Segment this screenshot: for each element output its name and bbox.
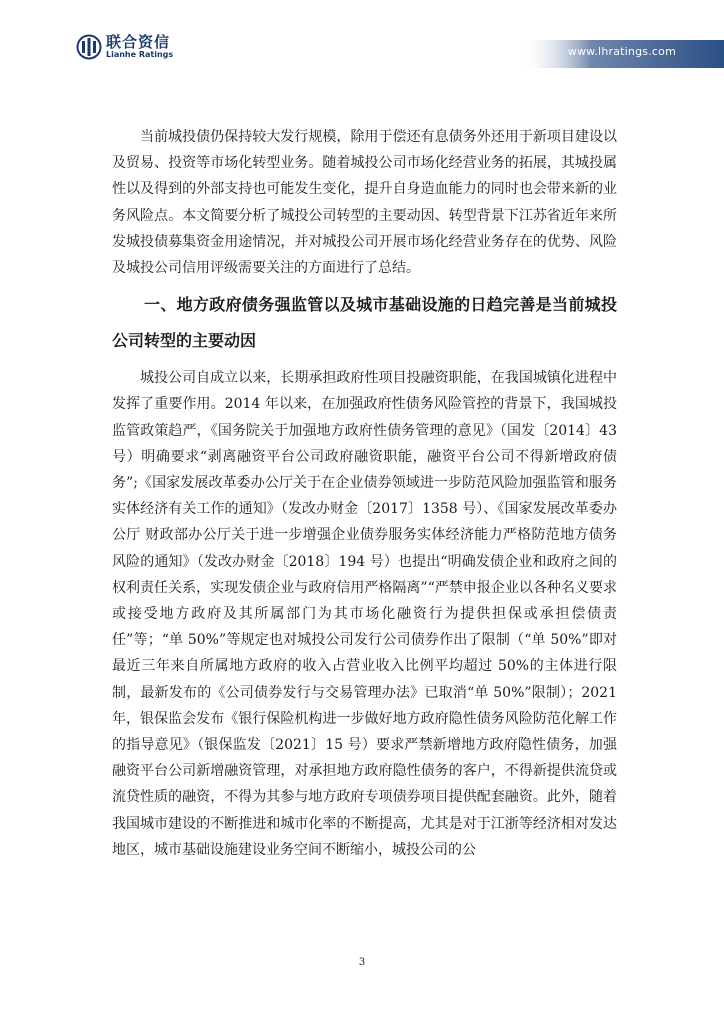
website-url: www.lhratings.com (567, 45, 676, 58)
section-heading-1: 一、地方政府债务强监管以及城市基础设施的日趋完善是当前城投公司转型的主要动因 (112, 295, 617, 351)
lianhe-logo (76, 34, 173, 60)
page-number: 3 (358, 957, 366, 968)
document-body (112, 124, 617, 863)
lianhe-logo-icon (76, 34, 102, 60)
page-header (0, 0, 724, 80)
intro-paragraph: 当前城投债仍保持较大发行规模，除用于偿还有息债务外还用于新项目建设以及贸易、投资等市场化转型业务。随着城投公司市场化经营业务的拓展，其城投属性以及得到的外部支持也可能发生变化，提升自身造血能力的同时也会带来新的业务风险点。本文简要分析了城投公司转型的主要动因、转型背景下江苏省近年来所发城投债募集资金用途情况，并对城投公司开展市场化经营业务存在的优势、风险及城投公司信用评级需要关注的方面进行了总结。 (112, 129, 617, 277)
logo-english-name: Lianhe Ratings (106, 50, 174, 59)
section-1-paragraph: 城投公司自成立以来，长期承担政府性项目投融资职能，在我国城镇化进程中发挥了重要作用。2014 年以来，在加强政府性债务风险管控的背景下，我国城投监管政策趋严，《国务院关于加强地方政府性债务管理的意见》（国发〔2014〕43 号）明确要求“剥离融资平台公司政府融资职能，融资平台公司不得新增政府债务”;《国家发展改革委办公厅关于在企业债券领域进一步防范风险加强监管和服务实体经济有关工作的通知》（发改办财金〔2017〕1358 号）、《国家发展改革委办公厅 财政部办公厅关于进一步增强企业债券服务实体经济能力严格防范地方债务风险的通知》（发改办财金〔2018〕194 号）也提出“明确发债企业和政府之间的权利责任关系，实现发债企业与政府信用严格隔离”“严禁申报企业以各种名义要求或接受地方政府及其所属部门为其市场化融资行为提供担保或承担偿债责任”等；“单 50%”等规定也对城投公司发行公司债券作出了限制（“单 50%”即对最近三年来自所属地方政府的收入占营业收入比例平均超过 50%的主体进行限制，最新发布的《公司债券发行与交易管理办法》已取消“单 50%”限制）；2021 年，银保监会发布《银行保险机构进一步做好地方政府隐性债务风险防范化解工作的指导意见》（银保监发〔2021〕15 号）要求严禁新增地方政府隐性债务，加强融资平台公司新增融资管理，对承担地方政府隐性债务的客户，不得新提供流贷或流贷性质的融资，不得为其参与地方政府专项债券项目提供配套融资。此外，随着我国城市建设的不断推进和城市化率的不断提高，尤其是对于江浙等经济相对发达地区，城市基础设施建设业务空间不断缩小，城投公司的公 (112, 370, 617, 858)
logo-chinese-name: 联合资信 (106, 33, 171, 51)
